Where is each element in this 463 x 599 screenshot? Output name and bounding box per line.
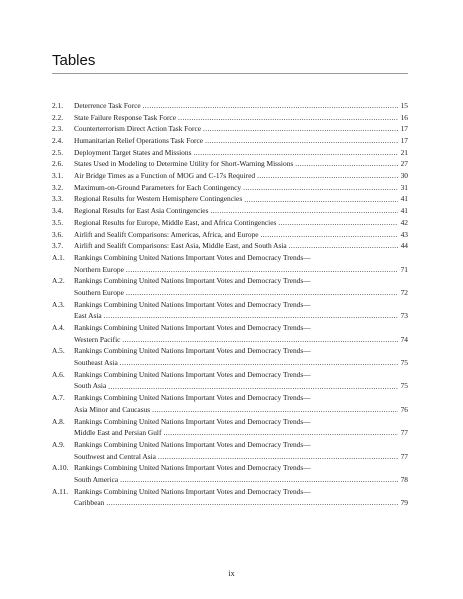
page-reference: 27 (400, 159, 408, 169)
table-number: 2.1. (52, 100, 64, 110)
table-entry-row (52, 310, 408, 322)
table-number: 3.7. (52, 241, 64, 251)
table-entry-row (52, 334, 408, 346)
table-entry-row (52, 439, 408, 451)
dot-leader (108, 381, 398, 393)
table-entry-row (52, 369, 408, 381)
table-entry-row (52, 287, 408, 299)
dot-leader (163, 427, 398, 439)
table-title: Rankings Combining United Nations Important Votes and Democracy Trends— (74, 486, 311, 496)
page-reference: 71 (400, 264, 408, 274)
table-number: 3.5. (52, 217, 64, 227)
table-title: South America (74, 474, 119, 484)
table-number: 2.3. (52, 124, 64, 134)
page-reference: 74 (400, 334, 408, 344)
table-title: Regional Results for East Asia Contingencies (74, 206, 209, 216)
table-entry-row (52, 170, 408, 182)
table-title: Rankings Combining United Nations Important Votes and Democracy Trends— (74, 299, 311, 309)
table-entry-row (52, 252, 408, 264)
table-title: Regional Results for Europe, Middle East, and Africa Contingencies (74, 217, 277, 227)
table-number: A.6. (52, 369, 65, 379)
table-title: Northern Europe (74, 264, 124, 274)
table-title: Rankings Combining United Nations Important Votes and Democracy Trends— (74, 252, 311, 262)
table-title: Caribbean (74, 498, 105, 508)
dot-leader (295, 158, 398, 170)
table-entry-row (52, 240, 408, 252)
table-title: Rankings Combining United Nations Important Votes and Democracy Trends— (74, 416, 311, 426)
dot-leader (278, 217, 398, 229)
page-reference: 30 (400, 171, 408, 181)
page-reference: 76 (400, 404, 408, 414)
table-title: Western Pacific (74, 334, 121, 344)
table-entry-row (52, 205, 408, 217)
table-entry-row (52, 474, 408, 486)
dot-leader (178, 112, 398, 124)
table-number: A.11. (52, 486, 69, 496)
table-entry-row (52, 112, 408, 124)
table-title: States Used in Modeling to Determine Utility for Short-Warning Missions (74, 159, 294, 169)
page-reference: 78 (400, 474, 408, 484)
page-reference: 41 (400, 206, 408, 216)
page-reference: 44 (400, 241, 408, 251)
dot-leader (257, 170, 398, 182)
table-number: 2.4. (52, 136, 64, 146)
table-number: 3.4. (52, 206, 64, 216)
page-heading: Tables (52, 52, 96, 69)
table-number: A.2. (52, 276, 65, 286)
table-title: Southern Europe (74, 287, 124, 297)
table-entry-row (52, 264, 408, 276)
dot-leader (126, 287, 398, 299)
table-number: 2.6. (52, 159, 64, 169)
dot-leader (193, 147, 398, 159)
page-reference: 73 (400, 311, 408, 321)
page-reference: 79 (400, 498, 408, 508)
table-title: Rankings Combining United Nations Important Votes and Democracy Trends— (74, 276, 311, 286)
tables-list (52, 100, 408, 509)
table-number: 3.6. (52, 229, 64, 239)
dot-leader (158, 451, 398, 463)
table-title: Regional Results for Western Hemisphere Contingencies (74, 194, 243, 204)
dot-leader (289, 240, 398, 252)
table-number: A.4. (52, 323, 65, 333)
table-entry-row (52, 381, 408, 393)
table-title: Southwest and Central Asia (74, 451, 156, 461)
table-entry-row (52, 392, 408, 404)
dot-leader (120, 357, 398, 369)
table-entry-row (52, 147, 408, 159)
table-entry-row (52, 357, 408, 369)
dot-leader (126, 264, 398, 276)
table-title: South Asia (74, 381, 107, 391)
page-reference: 77 (400, 428, 408, 438)
page-reference: 17 (400, 136, 408, 146)
table-title: Maximum-on-Ground Parameters for Each Contingency (74, 182, 242, 192)
page-reference: 41 (400, 194, 408, 204)
page-reference: 15 (400, 100, 408, 110)
table-entry-row (52, 182, 408, 194)
table-title: East Asia (74, 311, 102, 321)
table-title: Deterrence Task Force (74, 100, 141, 110)
table-title: Rankings Combining United Nations Important Votes and Democracy Trends— (74, 439, 311, 449)
page-reference: 42 (400, 217, 408, 227)
page-reference: 21 (400, 147, 408, 157)
table-number: A.1. (52, 252, 65, 262)
dot-leader (261, 229, 398, 241)
table-title: Air Bridge Times as a Function of MOG and C-17s Required (74, 171, 256, 181)
table-number: A.8. (52, 416, 65, 426)
dot-leader (152, 404, 398, 416)
table-number: A.5. (52, 346, 65, 356)
table-title: Deployment Target States and Missions (74, 147, 192, 157)
table-number: 3.3. (52, 194, 64, 204)
dot-leader (106, 497, 398, 509)
dot-leader (205, 135, 398, 147)
table-entry-row (52, 158, 408, 170)
table-title: Rankings Combining United Nations Important Votes and Democracy Trends— (74, 346, 311, 356)
table-entry-row (52, 299, 408, 311)
table-entry-row (52, 100, 408, 112)
table-number: 3.1. (52, 171, 64, 181)
table-title: Rankings Combining United Nations Important Votes and Democracy Trends— (74, 369, 311, 379)
page-number: ix (228, 569, 235, 578)
page-reference: 75 (400, 358, 408, 368)
table-number: 2.5. (52, 147, 64, 157)
table-entry-row (52, 497, 408, 509)
table-title: Humanitarian Relief Operations Task Force (74, 136, 204, 146)
table-number: A.3. (52, 299, 65, 309)
heading-rule (52, 73, 408, 74)
table-title: Asia Minor and Caucasus (74, 404, 151, 414)
dot-leader (210, 205, 398, 217)
dot-leader (122, 334, 398, 346)
table-title: Rankings Combining United Nations Important Votes and Democracy Trends— (74, 393, 311, 403)
table-entry-row (52, 194, 408, 206)
table-number: A.10. (52, 463, 69, 473)
table-entry-row (52, 135, 408, 147)
table-entry-row (52, 217, 408, 229)
page-reference: 16 (400, 112, 408, 122)
table-title: Airlift and Sealift Comparisons: Americas, Africa, and Europe (74, 229, 259, 239)
table-entry-row (52, 486, 408, 498)
table-entry-row (52, 123, 408, 135)
page-reference: 72 (400, 287, 408, 297)
table-entry-row (52, 275, 408, 287)
table-entry-row (52, 404, 408, 416)
page-reference: 75 (400, 381, 408, 391)
dot-leader (120, 474, 398, 486)
table-title: Middle East and Persian Gulf (74, 428, 162, 438)
dot-leader (203, 123, 398, 135)
page-reference: 17 (400, 124, 408, 134)
table-title: State Failure Response Task Force (74, 112, 176, 122)
table-title: Rankings Combining United Nations Important Votes and Democracy Trends— (74, 463, 311, 473)
table-title: Counterterrorism Direct Action Task Force (74, 124, 202, 134)
table-entry-row (52, 427, 408, 439)
page-reference: 31 (400, 182, 408, 192)
table-entry-row (52, 451, 408, 463)
table-entry-row (52, 345, 408, 357)
table-number: A.7. (52, 393, 65, 403)
page-reference: 43 (400, 229, 408, 239)
table-entry-row (52, 322, 408, 334)
table-number: 2.2. (52, 112, 64, 122)
page-reference: 77 (400, 451, 408, 461)
table-title: Rankings Combining United Nations Important Votes and Democracy Trends— (74, 323, 311, 333)
table-title: Southeast Asia (74, 358, 118, 368)
dot-leader (244, 194, 398, 206)
dot-leader (143, 100, 398, 112)
dot-leader (243, 182, 398, 194)
table-number: A.9. (52, 439, 65, 449)
table-entry-row (52, 416, 408, 428)
table-entry-row (52, 229, 408, 241)
table-title: Airlift and Sealift Comparisons: East Asia, Middle East, and South Asia (74, 241, 287, 251)
dot-leader (104, 310, 398, 322)
table-entry-row (52, 462, 408, 474)
table-number: 3.2. (52, 182, 64, 192)
